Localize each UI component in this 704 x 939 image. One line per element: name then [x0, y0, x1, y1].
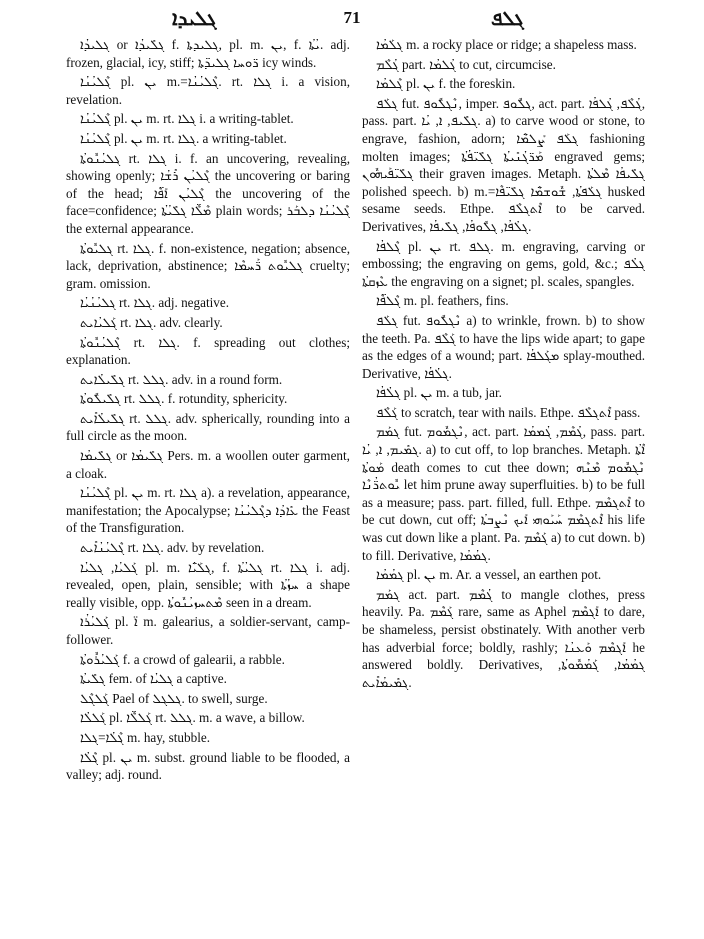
dictionary-entry: ܓܠܰܦ fut. ܢܶܓܠܽܘܦ a) to wrinkle, frown. b) to show the teeth. Pa. ܓܰܠܶܦ to have the lips wide apart; to gape as the edges of a wound; part. ܡܓܰܠܦܳܐ splay-mouthed. Derivative, ܓܠܳܦܳܐ.: [362, 312, 645, 381]
dictionary-entry: ܓܶܠܦܶ̈ܐ m. pl. feathers, fins.: [376, 293, 509, 309]
dictionary-entry: ܓܰܠܝܳܪܳܐ pl. ܐ̈ m. galearius, a soldier-servant, camp-follower.: [66, 614, 350, 647]
left-column: [66, 36, 350, 932]
dictionary-entry: ܓܠܝܽܘܬܳܐ rt. ܓܠܐ. f. non-existence, negation; absence, lack, deprivation, abstinence; ܓܠܝܽܘܬ ܪ̈ܰܚܡܶܐ cruelty; gram. omission.: [66, 240, 350, 291]
dictionary-entry: ܓܰܠܶܦ to scratch, tear with nails. Ethpe. ܐܶܬܓܠܶܦ pass.: [376, 404, 641, 420]
dictionary-entry: ܓܠܰܦ fut. ܢܶܓܠܽܘܦ, imper. ܓܠܽܘܦ, act. part. ܓܳܠܶܦ, ܓܳܠܦܳܐ, pass. part. ܓܠܺܝܦ, ܐ, ܝܳܐ. a) to carve wood or stone, to engrave, fashion, adorn; ܓܠܰܦ ܨܰܠܡܶ̈ܐ fashioning molten images; ܡܰܪ̈ܓܳܢܺܝܬܳܐ ܓܠܺܝ̈ܦܳܬܳܐ engraved gems; ܓܠܺܝ̈ܦܰܝܗܽܘܢ their graven images. Metaph. ܓܠܺܝܦܳܐ ܡܶܠܬܳܐ polished speech. b) m.=ܓܠܰܦܬܳܐ, ܫܽܘܫܡ̈ܶܐ ܓܠܺܝ̈ܦܶܐ husked sesame seeds. Ethpe. ܐܶܬܓܠܶܦ to be carved. Derivatives, ܓܠܳܦܳܐ, ܓܠܽܘܦܳܐ, ܓܠܺܝܦܳܐ.: [362, 95, 645, 234]
dictionary-entry: ܓܶܠܝܳܢܽܘܬܳܐ rt. ܓܠܐ. f. spreading out clothes; explanation.: [66, 334, 350, 368]
dictionary-entry: ܓܠܺܝܠܳܐܝܬ rt. ܓܠܠ. adv. in a round form.: [80, 371, 283, 387]
dictionary-entry: ܓܶܠܡܳܐ pl. ܝܢ f. the foreskin.: [376, 76, 516, 92]
dictionary-entry: ܓܡܰܡ fut. ܢܶܓܡܽܘܡ, act. part. ܓܳܡܶܡ, ܓܳܡܡܳܐ, pass. part. ܓܡܺܝܡ, ܐ, ܝܳܐ. a) to cut off, to lop branches. Metaph. ܐܶܬܳܐ ܡܰܘܬܳܐ death comes to cut thee down; ܢܶܓܡܽܘܡ ܡܶܢܶܗ ܝܽܘܬܪ̈ܳܢܶܐ let him prune away superfluities. b) to be full as a measure; pass. part. filled, full. Ethpe. ܐܶܬܓܡܶܡ to be cut down, cut off; ܐܶܬܓܡܶܡ ܚܰܝܰܘܗܝ ܐܰܝܟ ܢܶܨܒܬܳܐ his life was cut down like a plant. Pa. ܓܰܡܶܡ a) to cut down. b) to fill. Derivative, ܓܡܳܡܳܐ.: [362, 424, 645, 563]
running-head-right-word: ܓܠܦ: [491, 8, 524, 30]
dictionary-entry: ܓܶܠܝܳܢܳܐ pl. ܝܢ m. rt. ܓܠܐ a). a revelation, appearance, manifestation; the Apocalypse; ܥܺܐܕܳܐ ܕܓܶܠܝܳܢܳܐ the Feast of the Transfiguration.: [66, 485, 350, 536]
running-head: [60, 6, 644, 30]
dictionary-entry: ܓܠܝܳܢܳܝܳܐ rt. ܓܠܐ. adj. negative.: [80, 295, 230, 311]
running-head-left-word: ܓܠܝܕܐ: [172, 8, 217, 30]
dictionary-entry: ܓܠܝܕܳܐ or ܓܠܺܝܕܳܐ f. ܓܠܝܕܬܐ, pl. m. ܝܢ, f. ܝܳܬܳܐ. adj. frozen, glacial, icy, stiff; ܪ̈ܘܚܐ ܓܠܝܕ̈ܬܐ icy winds.: [66, 37, 350, 70]
dictionary-entry: ܓܰܠܓܶܠ Pael of ܓܠܓܠ. to swell, surge.: [80, 690, 268, 706]
dictionary-entry: ܓܶܠܝܳܢܳܐ pl. ܝܢ m. rt. ܓܠܐ. a writing-tablet.: [80, 130, 287, 146]
dictionary-entry: ܓܠܺܝܡܳܐ or ܓܠܺܝܡܳܐ Pers. m. a woollen outer garment, a cloak.: [66, 448, 350, 481]
dictionary-entry: ܓܶܠܝܳܢܳܐ pl. ܝܢ m.=ܓܶܠܝܳܢܳܐ. rt. ܓܠܐ i. a vision, revelation.: [66, 74, 350, 107]
dictionary-entry: ܓܰܠܝܳܐ, ܓܠܝܳܐ pl. m. ܓܠܰܝ̈ܳܐ, f. ܓܠܝܳܬܳܐ rt. ܓܠܐ i. adj. revealed, open, plain, sensible; with ܚܙܳܬܳܐ a shape really visible, opp. ܡܶܬܚܙܝܳܢܽܘܬܳܐ seen in a dream.: [66, 559, 350, 610]
dictionary-entry: ܓܠܝܳܢܽܘܬܳܐ rt. ܓܠܐ i. f. an uncovering, revealing, showing openly; ܓܶܠܝܳܢ ܪܺܫܳܐ the uncovering or baring of the head; ܓܶܠܝܳܢ ܐܰܦ̈ܶܐ the uncovering of the face=confidence; ܡܶܠܶ̈ܐ ܓܠܺܝܳܬܳܐ plain words; ܓܶܠܝܳܢܳܐ ܕܠܒܰܪ the external appearance.: [66, 150, 350, 236]
dictionary-entry: ܓܰܠܠܳܐ pl. ܓܰܠܠܶ̈ܐ rt. ܓܠܠ. m. a wave, a billow.: [80, 710, 305, 726]
dictionary-entry: ܓܶܠܝܳܢܳܐܺܝܬ rt. ܓܠܐ. adv. by revelation.: [80, 540, 265, 556]
dictionary-entry: ܓܠܺܝܠܳܐܺܝܬ rt. ܓܠܠ. adv. spherically, rounding into a full circle as the moon.: [66, 410, 350, 444]
right-column: [362, 36, 645, 932]
dictionary-entry: ܓܡܳܡܳܐ pl. ܝܢ m. Ar. a vessel, an earthen pot.: [376, 567, 602, 583]
dictionary-entry: ܓܠܰܡܳܐ m. a rocky place or ridge; a shapeless mass.: [376, 37, 637, 52]
dictionary-entry: ܓܠܳܦܳܐ pl. ܝܢ m. a tub, jar.: [376, 385, 502, 401]
dictionary-entry: ܓܶܠܳܐ=ܓܠܐ m. hay, stubble.: [80, 729, 211, 745]
dictionary-entry: ܓܶܠܳܐ pl. ܝܢ m. subst. ground liable to be flooded, a valley; adj. round.: [66, 749, 350, 783]
dictionary-entry: ܓܶܠܝܳܢܳܐ pl. ܝܢ m. rt. ܓܠܐ i. a writing-tablet.: [80, 111, 294, 127]
dictionary-entry: ܓܰܠܝܳܪܽܘܬܳܐ f. a crowd of galearii, a rabble.: [80, 651, 285, 667]
dictionary-entry: ܓܶܠܦܳܐ pl. ܝܢ rt. ܓܠܦ. m. engraving, carving or embossing; the engraving on gems, gold, &c.; ܓܠܳܦ ܥܶܙܩܬܳܐ the engraving on a signet; pl. scales, spangles.: [362, 238, 645, 289]
dictionary-entry: ܓܳܠܶܡ part. ܓܳܠܡܳܐ to cut, circumcise.: [376, 56, 556, 72]
dictionary-entry: ܓܰܠܝܳܐܝܬ rt. ܓܠܐ. adv. clearly.: [80, 314, 223, 330]
page-number: 71: [343, 8, 361, 27]
dictionary-entry: ܓܠܺܝܬܳܐ fem. of ܓܠܝܳܐ a captive.: [80, 671, 227, 687]
dictionary-entry: ܓܠܺܝܠܽܘܬܳܐ rt. ܓܠܠ. f. rotundity, sphericity.: [80, 391, 288, 407]
dictionary-entry: ܓܡܰܡ act. part. ܓܳܡܶܡ to mangle clothes, press heavily. Pa. ܓܰܡܶܡ rare, same as Aphel ܐܰܓܡܶܡ to dare, be shameless, persist obstinately. With another verb has adverbial force; boldly, rashly; ܐܰܓܡܶܡ ܘܰܥܢܳܐ he answered boldly. Derivatives, ܓܡܳܡܳܐ, ܓܰܡܳܡܽܘܬܳܐ, ܓܡܺܝܡܳܐܺܝܬ.: [362, 586, 645, 690]
